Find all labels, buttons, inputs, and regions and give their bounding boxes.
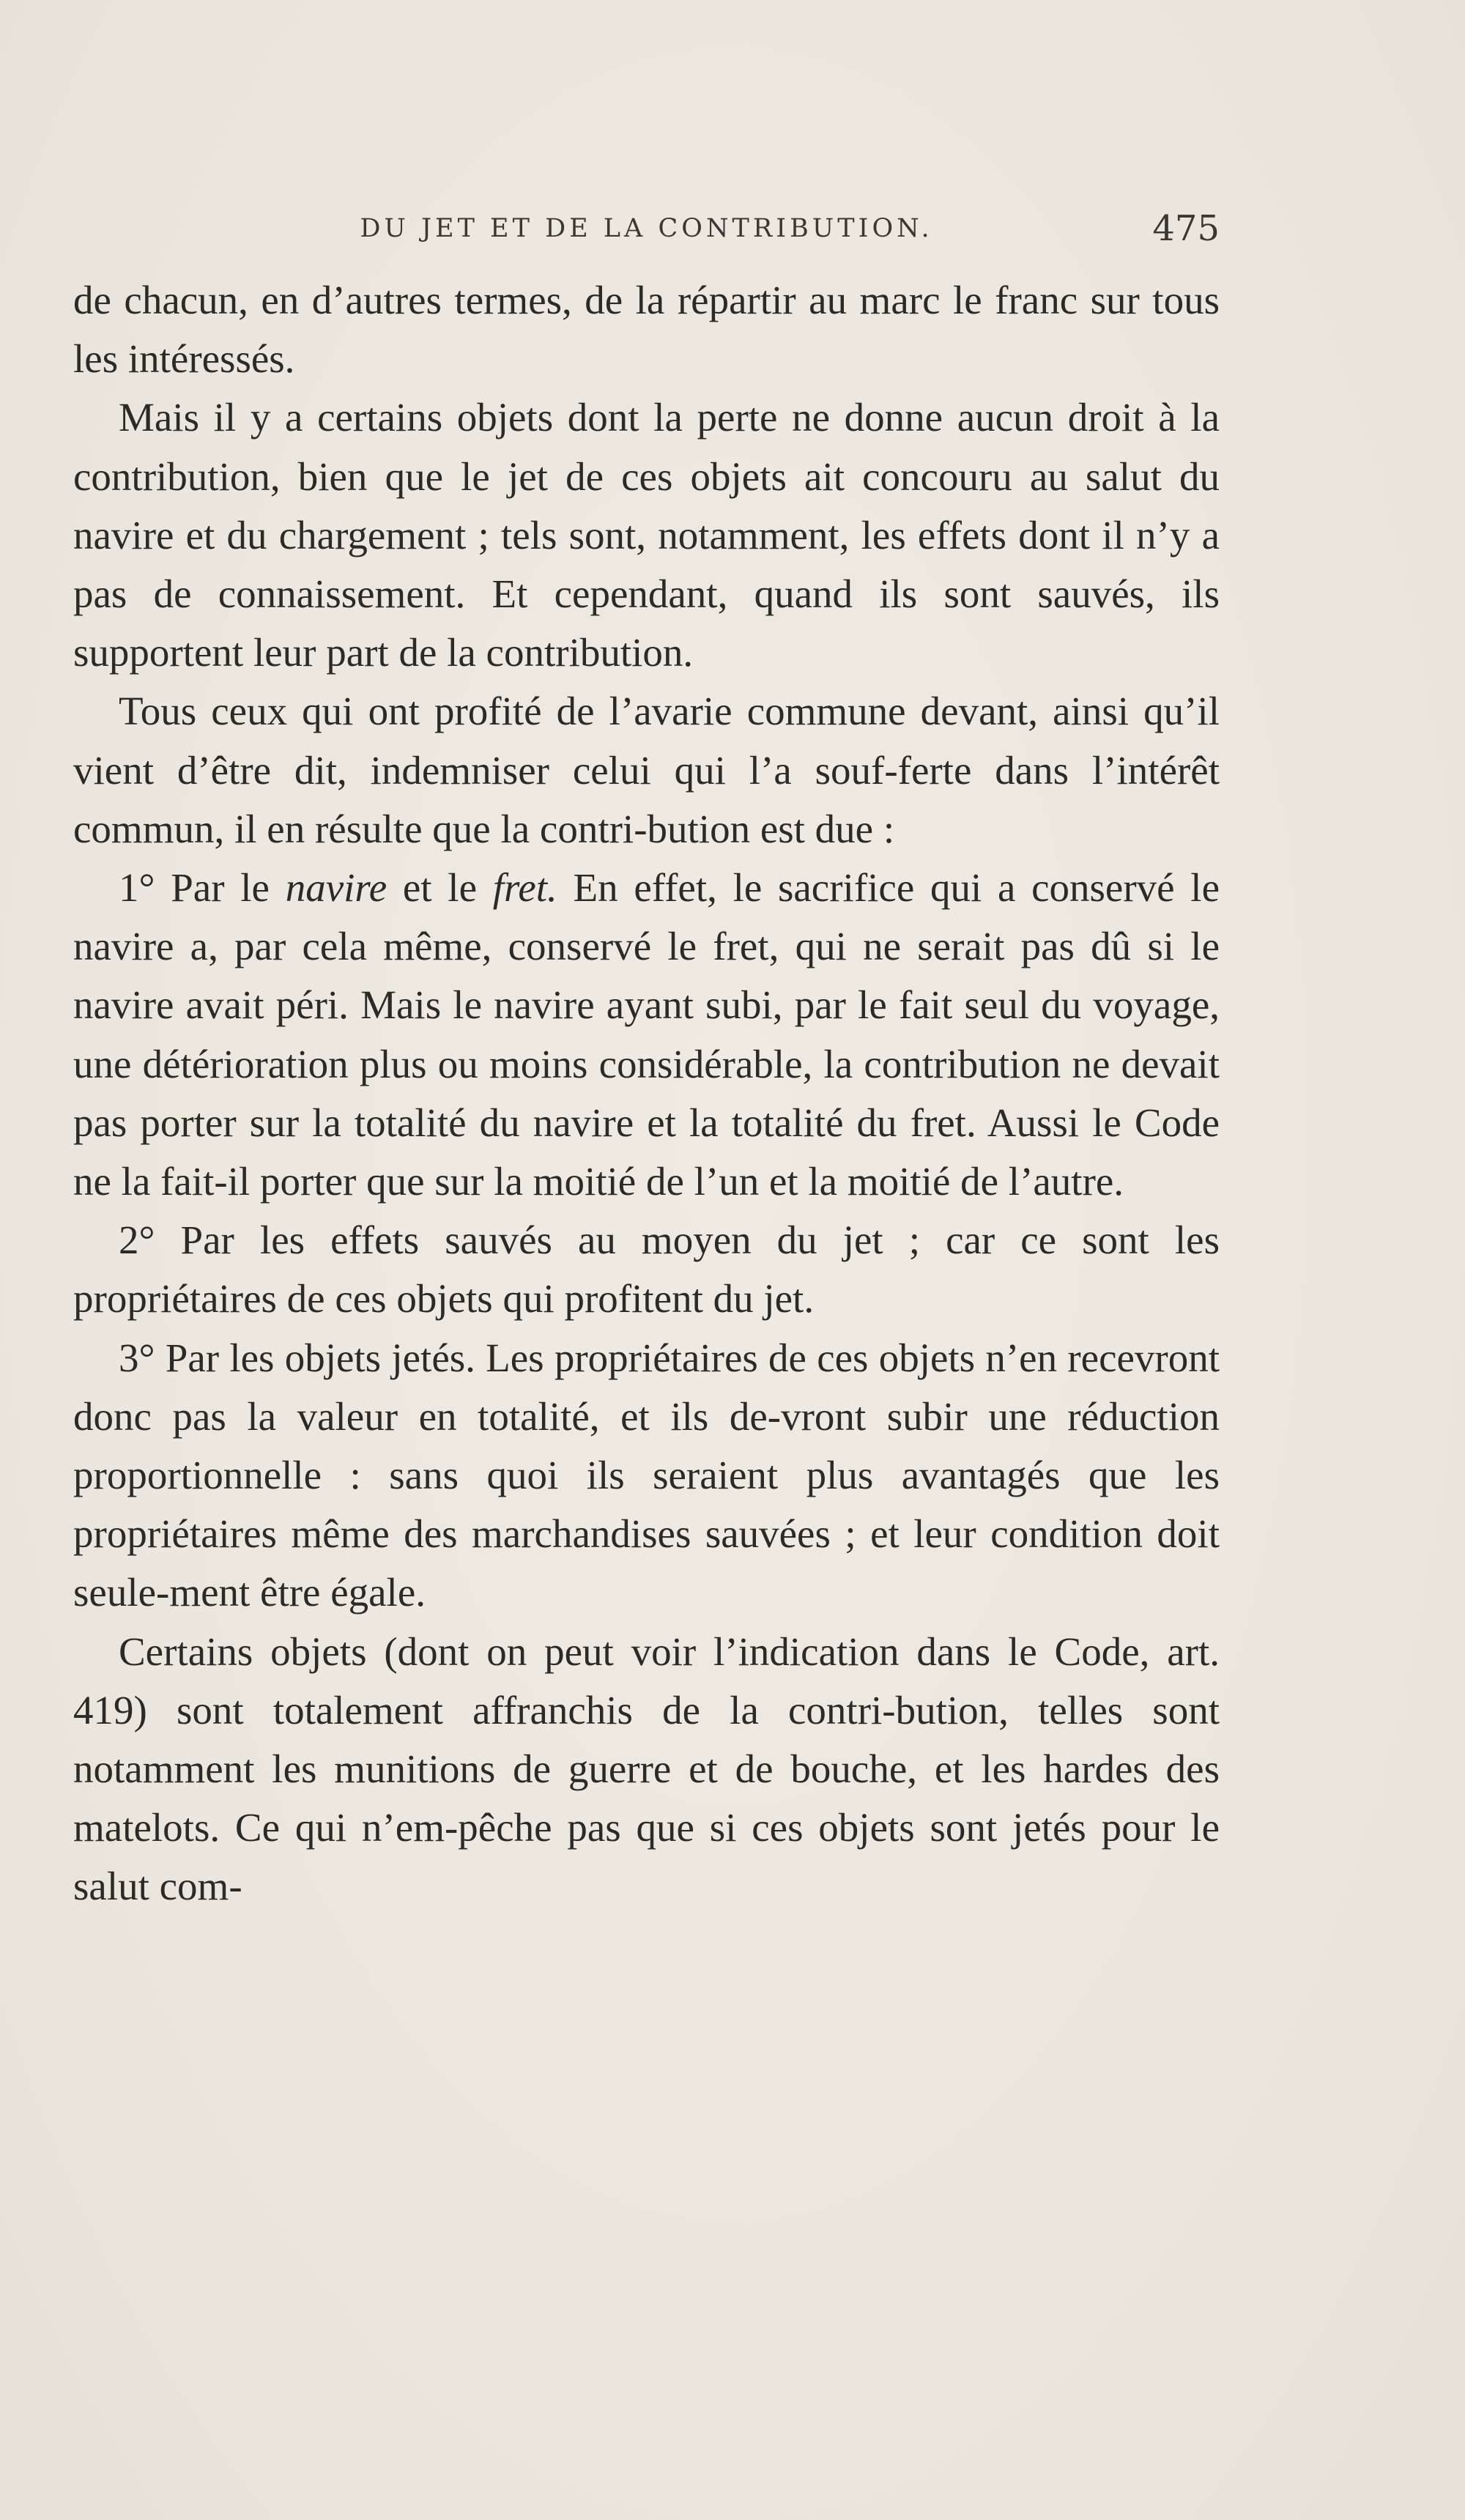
running-header bbox=[73, 207, 1220, 251]
paragraph-item-3-jettisoned-goods: 3° Par les objets jetés. Les propriétaires de ces objets n’en recevront donc pas la valeur en totalité, et ils de-vront subir une réduction proportionnelle : sans quoi ils seraient plus avantagés que les propriétaires même des marchandises sauvées ; et leur condition doit seule-ment être égale. bbox=[73, 1335, 1220, 1615]
paragraph-item-1-ship-freight bbox=[73, 859, 1220, 1211]
paragraph-item-2-saved-goods: 2° Par les effets sauvés au moyen du jet ; car ce sont les propriétaires de ces objets qui profitent du jet. bbox=[73, 1218, 1220, 1322]
paragraph-exempt-objects: Mais il y a certains objets dont la perte ne donne aucun droit à la contribution, bien que le jet de ces objets ait concouru au salut du navire et du chargement ; tels sont, notamment, les effets dont il n’y a pas de connaissement. Et cependant, quand ils sont sauvés, ils supportent leur part de la contribution. bbox=[73, 395, 1220, 675]
italic-navire: navire bbox=[285, 865, 387, 911]
page-number: 475 bbox=[1152, 208, 1220, 249]
body-text bbox=[73, 271, 1220, 1916]
paragraph-contribution-due: Tous ceux qui ont profité de l’avarie commune devant, ainsi qu’il vient d’être dit, indemniser celui qui l’a souf-ferte dans l’intérêt commun, il en résulte que la contri-bution est due : bbox=[73, 689, 1220, 851]
paragraph-exempt-objects-code: Certains objets (dont on peut voir l’indication dans le Code, art. 419) sont totalement affranchis de la contri-bution, telles sont notamment les munitions de guerre et de bouche, et les hardes des matelots. Ce qui n’em-pêche pas que si ces objets sont jetés pour le salut com- bbox=[73, 1628, 1220, 1909]
item-1-conjunction: et le bbox=[387, 865, 493, 911]
italic-fret: fret. bbox=[492, 865, 557, 911]
running-title: DU JET ET DE LA CONTRIBUTION. bbox=[360, 214, 933, 243]
paragraph-continuation: de chacun, en d’autres termes, de la répartir au marc le franc sur tous les intéressés. bbox=[73, 278, 1220, 382]
item-1-intro: 1° Par le bbox=[119, 865, 286, 911]
item-1-body: En effet, le sacrifice qui a conservé le navire a, par cela même, conservé le fret, qui ne serait pas dû si le navire avait péri. Mais le navire ayant subi, par le fait seul du voyage, une détérioration plus ou moins considérable, la contribution ne devait pas porter sur la totalité du navire et la totalité du fret. Aussi le Code ne la fait-il porter que sur la moitié de l’un et la moitié de l’autre. bbox=[73, 865, 1220, 1204]
